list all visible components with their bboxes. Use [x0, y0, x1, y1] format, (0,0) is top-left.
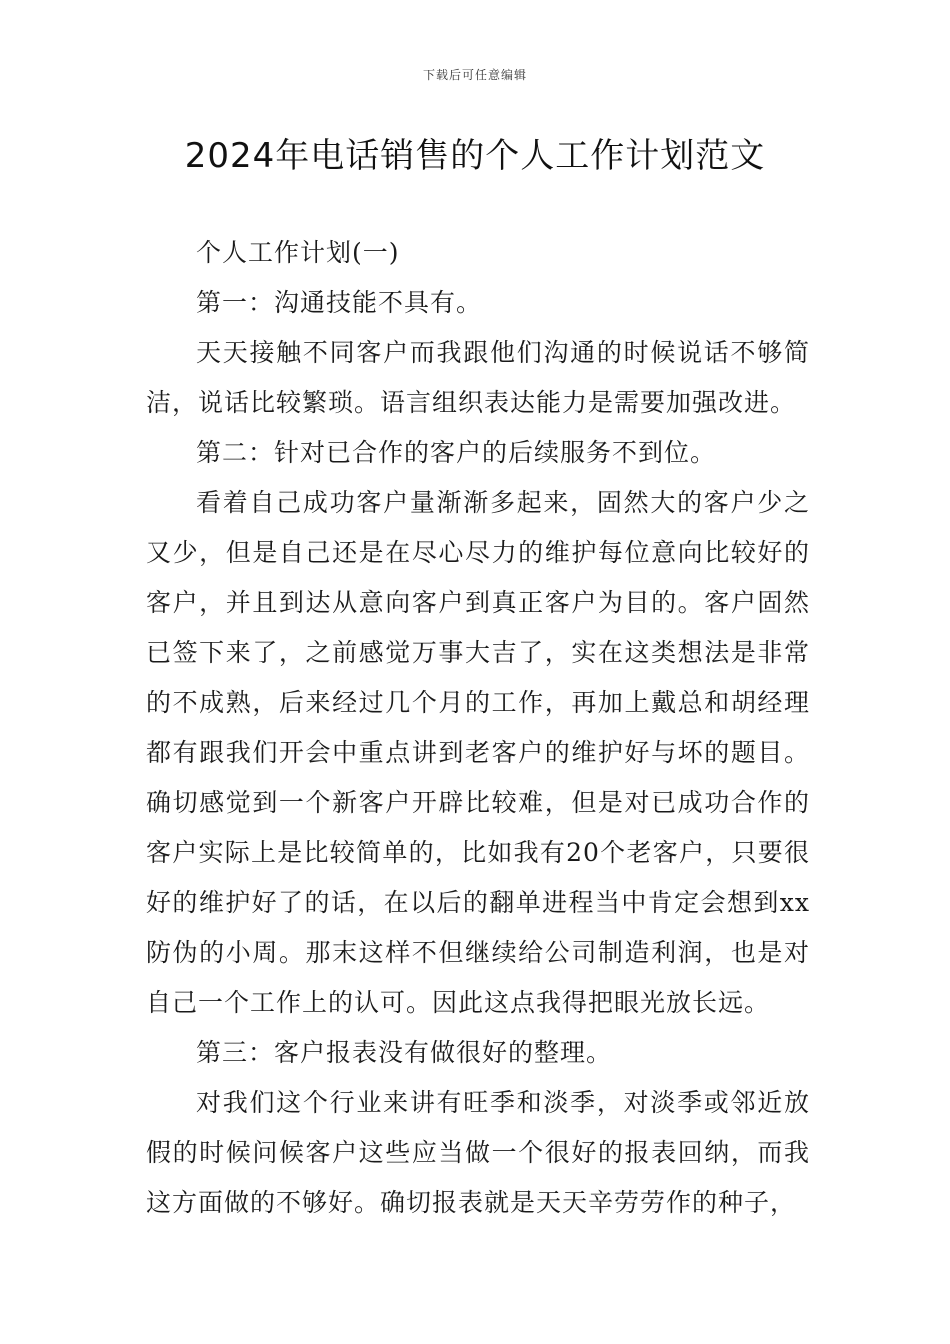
body-paragraph: 对我们这个行业来讲有旺季和淡季，对淡季或邻近放假的时候问候客户这些应当做一个很好的报表回纳，而我这方面做的不够好。确切报表就是天天辛劳劳作的种子， [146, 1088, 810, 1217]
point-3-heading: 第三：客户报表没有做很好的整理。 [196, 1038, 613, 1067]
body-paragraph: 看着自己成功客户量渐渐多起来，固然大的客户少之又少，但是自己还是在尽心尽力的维护每位意向比较好的客户，并且到达从意向客户到真正客户为目的。客户固然已签下来了，之前感觉万事大吉了，实在这类想法是非常的不成熟，后来经过几个月的工作，再加上戴总和胡经理都有跟我们开会中重点讲到老客户的维护好与坏的题目。确切感觉到一个新客户开辟比较难，但是对已成功合作的客户实际上是比较简单的，比如我有20个老客户，只要很好的维护好了的话，在以后的翻单进程当中肯定会想到xx防伪的小周。那末这样不但继续给公司制造利润，也是对自己一个工作上的认可。因此这点我得把眼光放长远。 [146, 488, 810, 1017]
header-note: 下载后可任意编辑 [422, 68, 527, 82]
document-title: 2024年电话销售的个人工作计划范文 [184, 136, 766, 176]
document-body [146, 228, 810, 1228]
point-1-heading: 第一：沟通技能不具有。 [196, 288, 483, 317]
section-heading-plan-1: 个人工作计划(一) [196, 238, 400, 267]
body-paragraph: 天天接触不同客户而我跟他们沟通的时候说话不够简洁，说话比较繁琐。语言组织表达能力是需要加强改进。 [146, 338, 810, 417]
point-2-heading: 第二：针对已合作的客户的后续服务不到位。 [196, 438, 717, 467]
